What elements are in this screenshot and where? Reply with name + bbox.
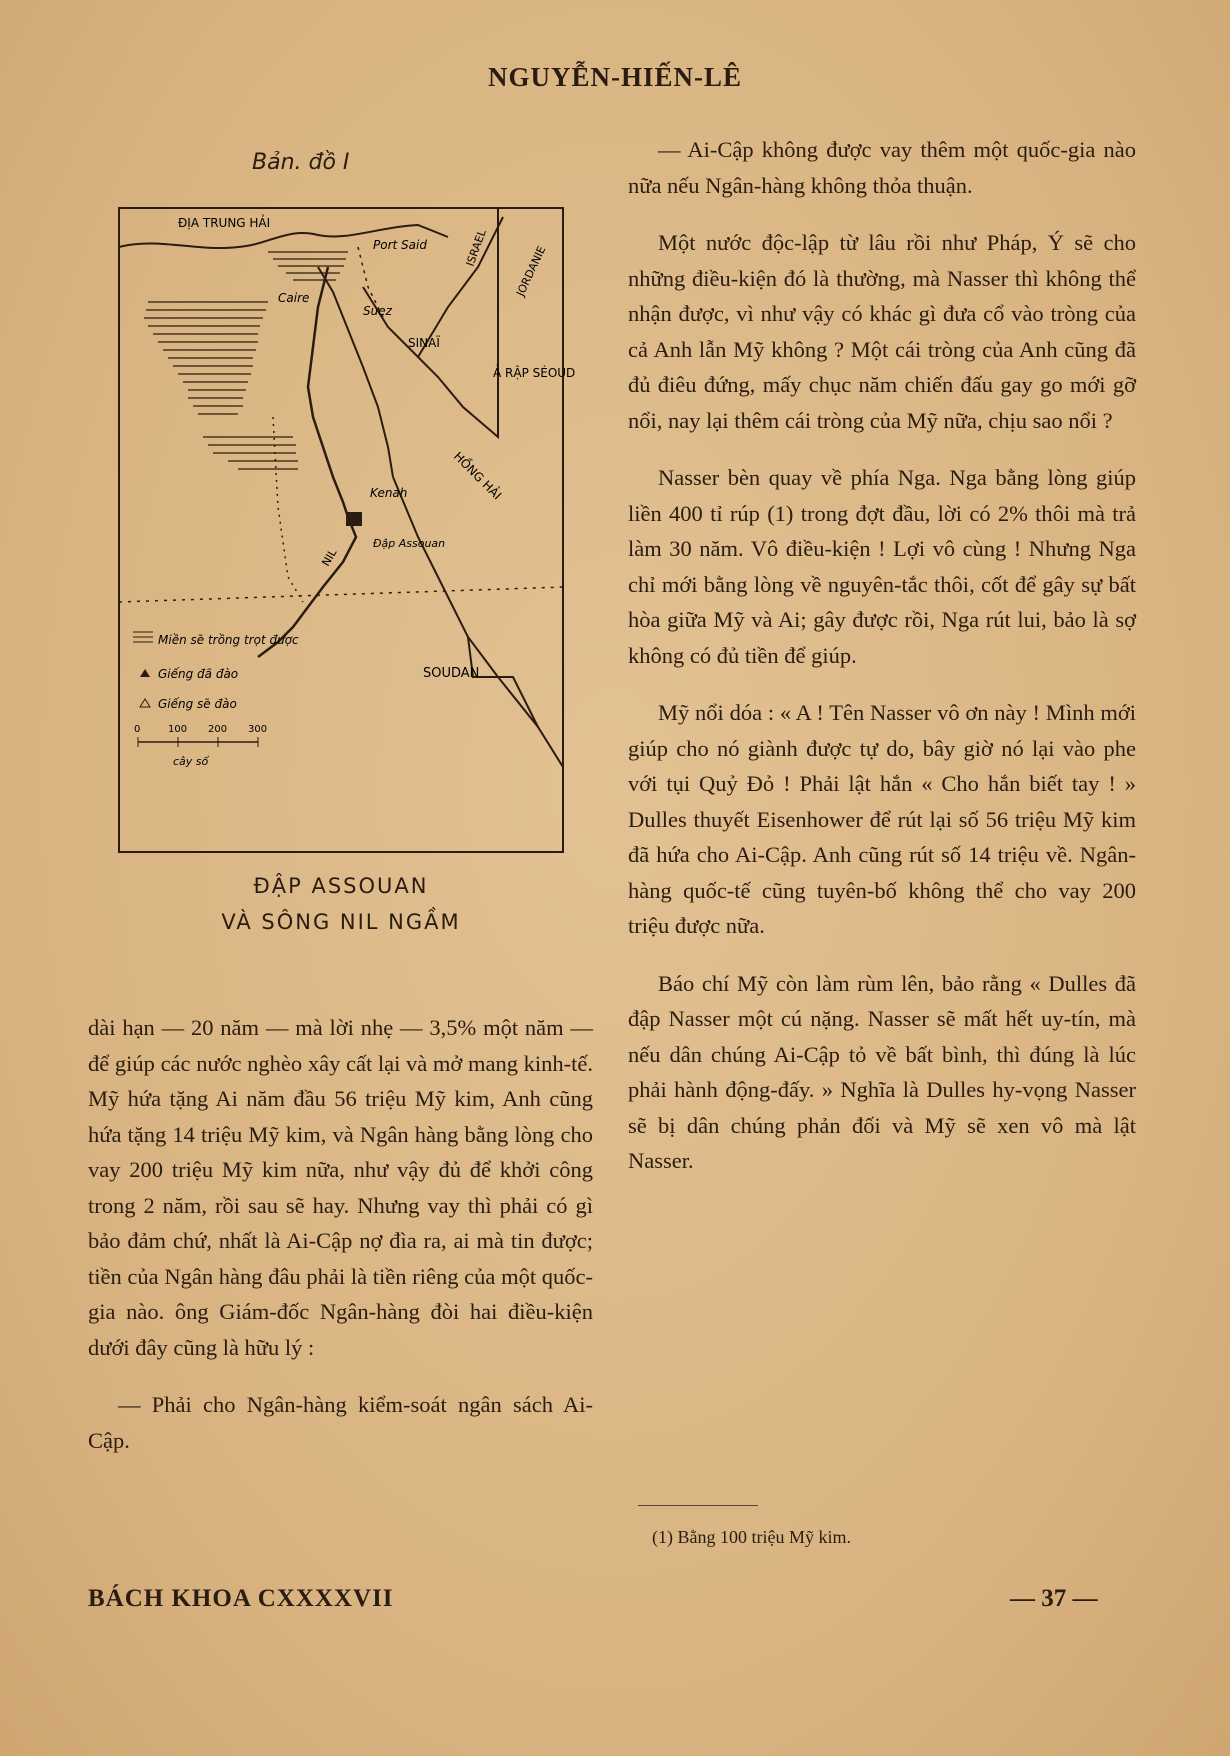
map-figure (118, 207, 576, 853)
map-label-nil: NIL (319, 546, 340, 569)
map-label-dam: Đập Assouan (373, 537, 446, 550)
paragraph: Nasser bèn quay về phía Nga. Nga bằng lòng giúp liền 400 tỉ rúp (1) trong đợt đầu, lời có 2% thôi mà trả làm 30 năm. Vô điều-kiện ! Lợi vô cùng ! Nhưng Nga chỉ mới bằng lòng về nguyên-tắc thôi, cốt để gây sự bất hòa giữa Mỹ và Ai; gây được rồi, Nga rút lui, bảo là sợ không có đủ tiền để giúp. (628, 465, 1136, 668)
paragraph: Mỹ nổi dóa : « A ! Tên Nasser vô ơn này ! Mình mới giúp cho nó giành được tự do, bây giờ nó lại vào phe với tụi Quỷ Đỏ ! Phải lật hắn « Cho hắn biết tay ! » Dulles thuyết Eisenhower để rút lại số 56 triệu Mỹ kim đã hứa cho Ai-Cập. Anh cũng rút số 14 triệu về. Ngân-hàng quốc-tế cũng tuyên-bố không thể cho vay 200 triệu được nữa. (628, 700, 1136, 938)
scale-tick-0: 0 (134, 724, 141, 735)
scale-unit: cây số (173, 755, 209, 768)
right-column (628, 132, 1136, 1201)
scale-tick-1: 100 (168, 724, 188, 735)
footnote: (1) Bằng 100 triệu Mỹ kim. (652, 1527, 851, 1547)
scale-tick-2: 200 (208, 724, 228, 735)
legend-cultivated: Miền sẽ trồng trọt được (158, 633, 299, 647)
map-label-israel: ISRAEL (463, 227, 489, 269)
map-title-line1: ĐẬP ASSOUAN (253, 874, 429, 898)
map-label-sinai: SINAÏ (408, 336, 440, 350)
map-label-cairo: Caire (278, 291, 310, 305)
map-label-kenah: Kenah (370, 486, 408, 500)
paragraph: Một nước độc-lập từ lâu rồi như Pháp, Ý sẽ cho những điều-kiện đó là thường, mà Nasser thì không thể nhận được, vì như vậy có khác gì đưa cổ vào tròng của cả Anh lẫn Mỹ không ? Một cái tròng của Anh cũng đã đủ điêu đứng, mấy chục năm chiến đấu gay go mới gỡ nổi, nay lại thêm cái tròng của Mỹ nữa, chịu sao nổi ? (628, 230, 1136, 433)
page-number: — 37 — (1010, 1585, 1098, 1612)
paragraph: Báo chí Mỹ còn làm rùm lên, bảo rằng « Dulles đã đập Nasser một cú nặng. Nasser sẽ mất hết uy-tín, mà nếu dân chúng Ai-Cập tỏ về bất bình, thì đúng là lúc phải hành động-đấy. » Nghĩa là Dulles hy-vọng Nasser sẽ bị dân chúng phản đối và Mỹ sẽ xen vô mà lật Nasser. (628, 970, 1136, 1173)
scale-tick-3: 300 (248, 724, 268, 735)
map-label-hong-hai: HỒNG HẢI (450, 449, 505, 503)
paragraph: — Phải cho Ngân-hàng kiểm-soát ngân sách Ai-Cập. (88, 1392, 593, 1453)
magazine-name: BÁCH KHOA CXXXXVII (88, 1585, 394, 1612)
map-label-jordanie: JORDANIE (513, 244, 549, 299)
paragraph: — Ai-Cập không được vay thêm một quốc-gia nào nữa nếu Ngân-hàng không thỏa thuận. (628, 137, 1136, 198)
map-title (118, 868, 564, 940)
map-label-sea: ĐỊA TRUNG HẢI (178, 216, 271, 230)
map-label-soudan: SOUDAN (423, 666, 480, 681)
paragraph: dài hạn — 20 năm — mà lời nhẹ — 3,5% một năm — để giúp các nước nghèo xây cất lại và mở mang kinh-tế. Mỹ hứa tặng Ai năm đầu 56 triệu Mỹ kim, Anh cũng hứa tặng 14 triệu Mỹ kim, và Ngân hàng bằng lòng cho vay 200 triệu Mỹ kim nữa, như vậy đủ để khởi công trong 2 năm, rồi sau sẽ hay. Nhưng vay thì phải có gì bảo đảm chứ, nhất là Ai-Cập nợ đìa ra, ai mà tin được; tiền của Ngân hàng đâu phải là tiền riêng của một quốc-gia nào. ông Giám-đốc Ngân-hàng đòi hai điều-kiện dưới đây cũng là hữu lý : (88, 1015, 593, 1360)
map-label-port-said: Port Said (373, 238, 427, 252)
legend-well-dug: Giếng đã đào (158, 667, 239, 681)
map-scale (134, 724, 267, 768)
map-legend (133, 632, 299, 711)
map-label-suez: Suez (363, 304, 392, 318)
map-reference: Bản. đồ I (252, 150, 350, 175)
left-column (88, 1010, 593, 1480)
page-header: NGUYỄN-HIẾN-LÊ (487, 62, 743, 92)
map-label-arabie: Ả RẬP SÉOUD (493, 366, 576, 380)
legend-well-planned: Giếng sẽ đào (158, 697, 237, 711)
footnote-rule (638, 1505, 758, 1506)
map-title-line2: VÀ SÔNG NIL NGẦM (221, 910, 461, 934)
